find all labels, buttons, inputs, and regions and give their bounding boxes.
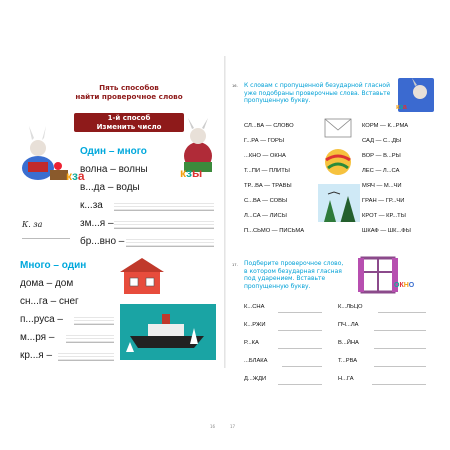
exercise-item: С...ВА — СОВЫ: [244, 198, 288, 204]
exercise-item: ПЧ...ЛА: [338, 322, 359, 328]
window-illustration: [358, 256, 404, 296]
example-word: в...да – воды: [80, 182, 140, 193]
exercise-item: К...РЖИ: [244, 322, 266, 328]
letter: з: [186, 166, 192, 180]
task-number: 16.: [232, 84, 238, 88]
letter: з: [72, 169, 78, 183]
exercise-item: ГРАН — ГР...ЧИ: [362, 198, 405, 204]
letter: к: [396, 104, 400, 111]
exercise-item: К...ЛЬЦО: [338, 304, 363, 310]
exercise-item: ВОР — В...РЫ: [362, 153, 401, 159]
answer-line: [278, 384, 322, 385]
letter: Н: [403, 282, 409, 289]
task-instructions: Подберите проверочное слово, в котором безударная гласная под ударением. Вставьте пропущенную букву.: [244, 260, 344, 290]
exercise-item: МЯЧ — М...ЧИ: [362, 183, 402, 189]
exercise-item: ...КНО — ОКНА: [244, 153, 286, 159]
exercise-item: ШКАФ — ШК...ФЫ: [362, 228, 411, 234]
right-page: [226, 56, 434, 429]
page-number: 17: [230, 424, 236, 429]
answer-line: [374, 330, 426, 331]
exercise-item: ...БЛАКА: [244, 358, 268, 364]
method-line-1: 1-й способ: [107, 114, 151, 122]
example-word: п...руса –: [20, 314, 63, 325]
method-banner: [74, 113, 184, 132]
exercise-item: Т...РВА: [338, 358, 358, 364]
goat-corner-letters: [396, 104, 407, 111]
letter: з: [399, 104, 403, 111]
answer-line: [278, 312, 322, 313]
exercise-item: П...СЬМО — ПИСЬМА: [244, 228, 305, 234]
envelope-illustration: [324, 118, 352, 138]
exercise-item: Н...ГА: [338, 376, 354, 382]
writing-lines: [58, 351, 114, 361]
example-word: к...за: [80, 200, 103, 211]
letter: О: [408, 282, 415, 289]
method-line-2: Изменить число: [96, 122, 162, 131]
example-word: сн...га – снег: [20, 296, 79, 307]
exercise-item: КОРМ — К...РМА: [362, 123, 409, 129]
exercise-item: К...СНА: [244, 304, 265, 310]
letter: к: [66, 169, 73, 183]
left-page: [14, 56, 222, 429]
example-word: бр...вно –: [80, 236, 125, 247]
letter: а: [402, 104, 407, 111]
example-word: зм...я –: [80, 218, 114, 229]
page-number: 16: [210, 424, 216, 429]
heading-line-2: найти проверочное слово: [75, 91, 183, 101]
exercise-item: Г...РА — ГОРЫ: [244, 138, 284, 144]
task-instructions: К словам с пропущенной безударной гласной уже подобраны проверочные слова. Вставьте пропущенную букву.: [244, 82, 391, 104]
exercise-item: Р...КА: [244, 340, 259, 346]
letter: ы: [191, 166, 203, 180]
forest-illustration: [318, 184, 360, 228]
ball-illustration: [324, 148, 352, 176]
exercise-item: САД — С...ДЫ: [362, 138, 402, 144]
answer-line: [378, 312, 426, 313]
goat-illustration-left: [14, 118, 74, 188]
writing-lines: [66, 333, 114, 343]
exercise-item: Т...ПИ — ПЛИТЫ: [244, 168, 290, 174]
answer-line: [374, 348, 426, 349]
answer-line: [282, 366, 322, 367]
page-heading: [74, 84, 184, 101]
heading-line-1: Пять способов: [99, 83, 159, 92]
answer-line: [372, 384, 426, 385]
writing-lines: [114, 201, 214, 211]
exercise-item: СЛ...ВА — СЛОВО: [244, 123, 294, 129]
exercise-item: Д...ЖДИ: [244, 376, 267, 382]
goat-letters-right: [180, 166, 202, 180]
ship-illustration: [120, 304, 216, 360]
answer-line: [374, 366, 426, 367]
exercise-item: Л...СА — ЛИСЫ: [244, 213, 287, 219]
example-word: дома – дом: [20, 278, 74, 289]
answer-line: [278, 330, 322, 331]
bird-letters: [394, 282, 414, 289]
example-word: м...ря –: [20, 332, 55, 343]
exercise-item: ТР...ВА — ТРАВЫ: [244, 183, 292, 189]
letter: к: [180, 166, 187, 180]
exercise-item: КРОТ — КР...ТЫ: [362, 213, 406, 219]
cursive-sample: К. за: [22, 220, 70, 239]
writing-lines: [114, 219, 214, 229]
letter: К: [399, 282, 404, 289]
rule-many-to-one: Много – один: [20, 260, 87, 271]
rule-one-to-many: Один – много: [80, 146, 147, 157]
example-word: кр...я –: [20, 350, 53, 361]
house-illustration: [118, 256, 166, 296]
letter: О: [394, 282, 400, 289]
task-number: 17.: [232, 263, 238, 267]
writing-lines: [126, 237, 214, 247]
example-word: волна – волны: [80, 164, 148, 175]
writing-lines: [74, 315, 114, 325]
letter: а: [77, 169, 85, 183]
exercise-item: ЛЕС — Л...СА: [362, 168, 400, 174]
answer-line: [278, 348, 322, 349]
exercise-item: В...ЙНА: [338, 340, 359, 346]
